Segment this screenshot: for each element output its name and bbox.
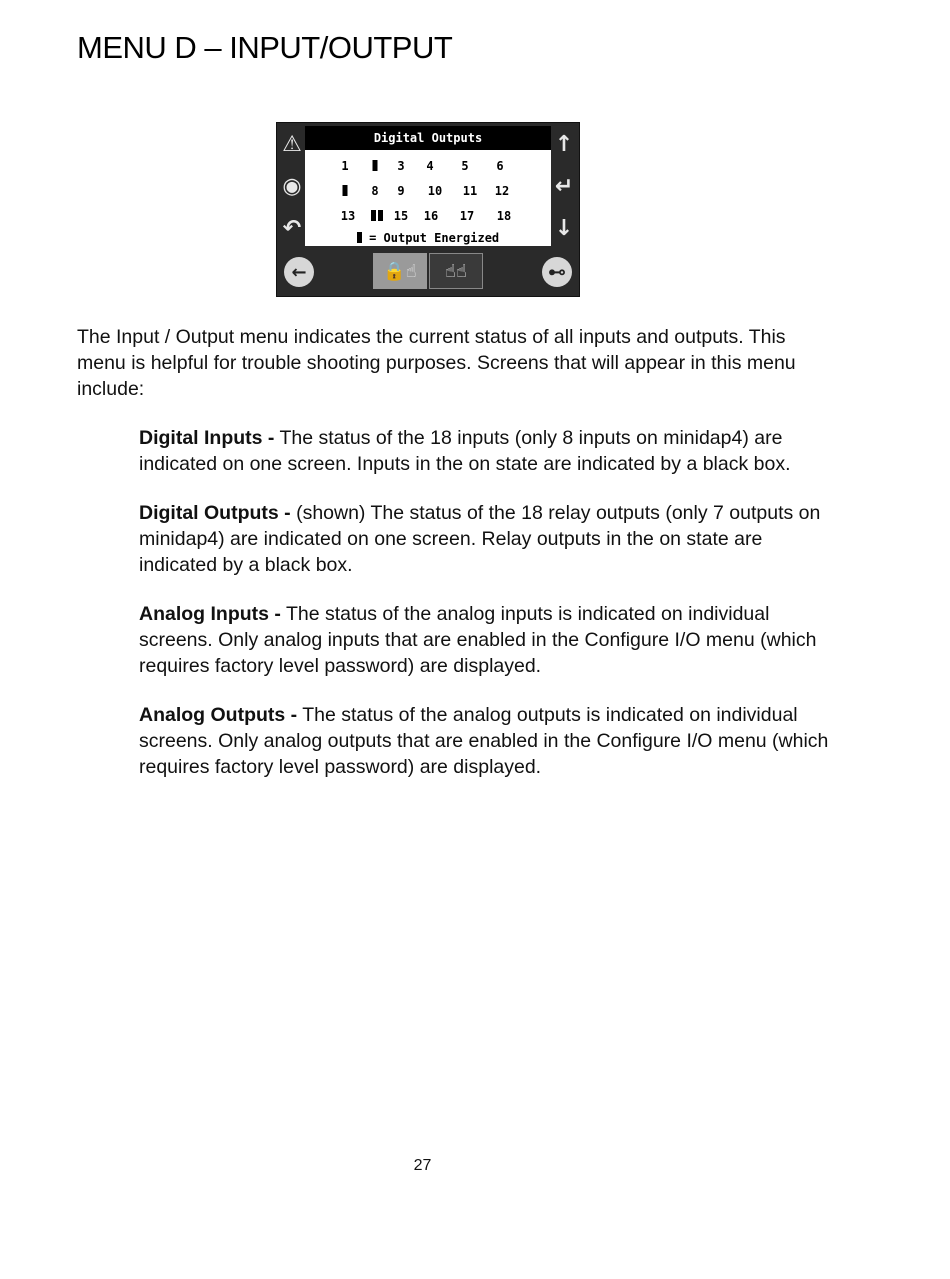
output-number: 6 xyxy=(496,159,504,173)
device-screenshot xyxy=(276,122,580,297)
item-text: The status of the analog outputs is indicated on individual screens. Only analog outputs that are enabled in the Configure I/O menu (which requires factory level password) are displayed. xyxy=(139,704,829,778)
output-number: 16 xyxy=(423,209,439,223)
lcd-screen-title: Digital Outputs xyxy=(305,126,551,150)
legend-box xyxy=(357,232,362,243)
output-energized-box xyxy=(373,159,378,173)
item-term: Digital Outputs - xyxy=(139,502,291,524)
item-digital-outputs xyxy=(139,500,839,578)
device-bottom-bar xyxy=(277,249,579,296)
output-number: 11 xyxy=(462,184,478,198)
output-number: 1 xyxy=(341,159,349,173)
warning-icon: ⚠ xyxy=(282,131,302,157)
legend-text: = Output Energized xyxy=(369,231,500,245)
arrow-up-icon: ↑ xyxy=(554,131,574,157)
item-term: Digital Inputs - xyxy=(139,427,275,449)
page-title: MENU D – INPUT/OUTPUT xyxy=(77,30,453,65)
page-number: 27 xyxy=(413,1157,432,1174)
item-text: The status of the analog inputs is indicated on individual screens. Only analog inputs that are enabled in the Configure I/O menu (which requires factory level password) are displayed. xyxy=(139,603,817,677)
output-number: 15 xyxy=(393,209,409,223)
back-arrow-icon: ↶ xyxy=(282,215,302,241)
output-number: 8 xyxy=(371,184,379,198)
item-analog-outputs xyxy=(139,702,839,780)
touch-gesture-icon: ☝☝ xyxy=(429,253,483,289)
item-text: (shown) The status of the 18 relay outputs (only 7 outputs on minidap4) are indicated on one screen. Relay outputs in the on state are indicated by a black box. xyxy=(139,502,821,576)
output-number: 10 xyxy=(427,184,443,198)
output-energized-box xyxy=(343,184,348,198)
arrow-down-icon: ↓ xyxy=(554,215,574,241)
output-number: 3 xyxy=(397,159,405,173)
output-number: 18 xyxy=(496,209,512,223)
output-number: 12 xyxy=(494,184,510,198)
arrow-left-circle-icon: ← xyxy=(284,257,314,287)
network-icon: ⊷ xyxy=(542,257,572,287)
left-button-column xyxy=(279,126,305,246)
lock-touch-icon: 🔒☝ xyxy=(373,253,427,289)
output-number: 13 xyxy=(340,209,356,223)
output-number: 5 xyxy=(461,159,469,173)
item-text: The status of the 18 inputs (only 8 inputs on minidap4) are indicated on one screen. Inputs in the on state are indicated by a black box. xyxy=(139,427,791,475)
output-number: 17 xyxy=(459,209,475,223)
item-term: Analog Outputs - xyxy=(139,704,298,726)
output-number: 4 xyxy=(426,159,434,173)
lcd-screen xyxy=(305,126,551,246)
item-term: Analog Inputs - xyxy=(139,603,281,625)
enter-icon: ↵ xyxy=(554,173,574,199)
output-grid xyxy=(305,150,551,246)
output-number: 9 xyxy=(397,184,405,198)
lcd-legend xyxy=(305,232,551,245)
target-icon: ◉ xyxy=(282,173,302,199)
right-button-column xyxy=(551,126,577,246)
output-energized-box xyxy=(371,209,383,223)
intro-paragraph: The Input / Output menu indicates the current status of all inputs and outputs. This menu is helpful for trouble shooting purposes. Screens that will appear in this menu include: xyxy=(77,326,796,400)
item-digital-inputs xyxy=(139,425,839,477)
item-analog-inputs xyxy=(139,601,839,679)
